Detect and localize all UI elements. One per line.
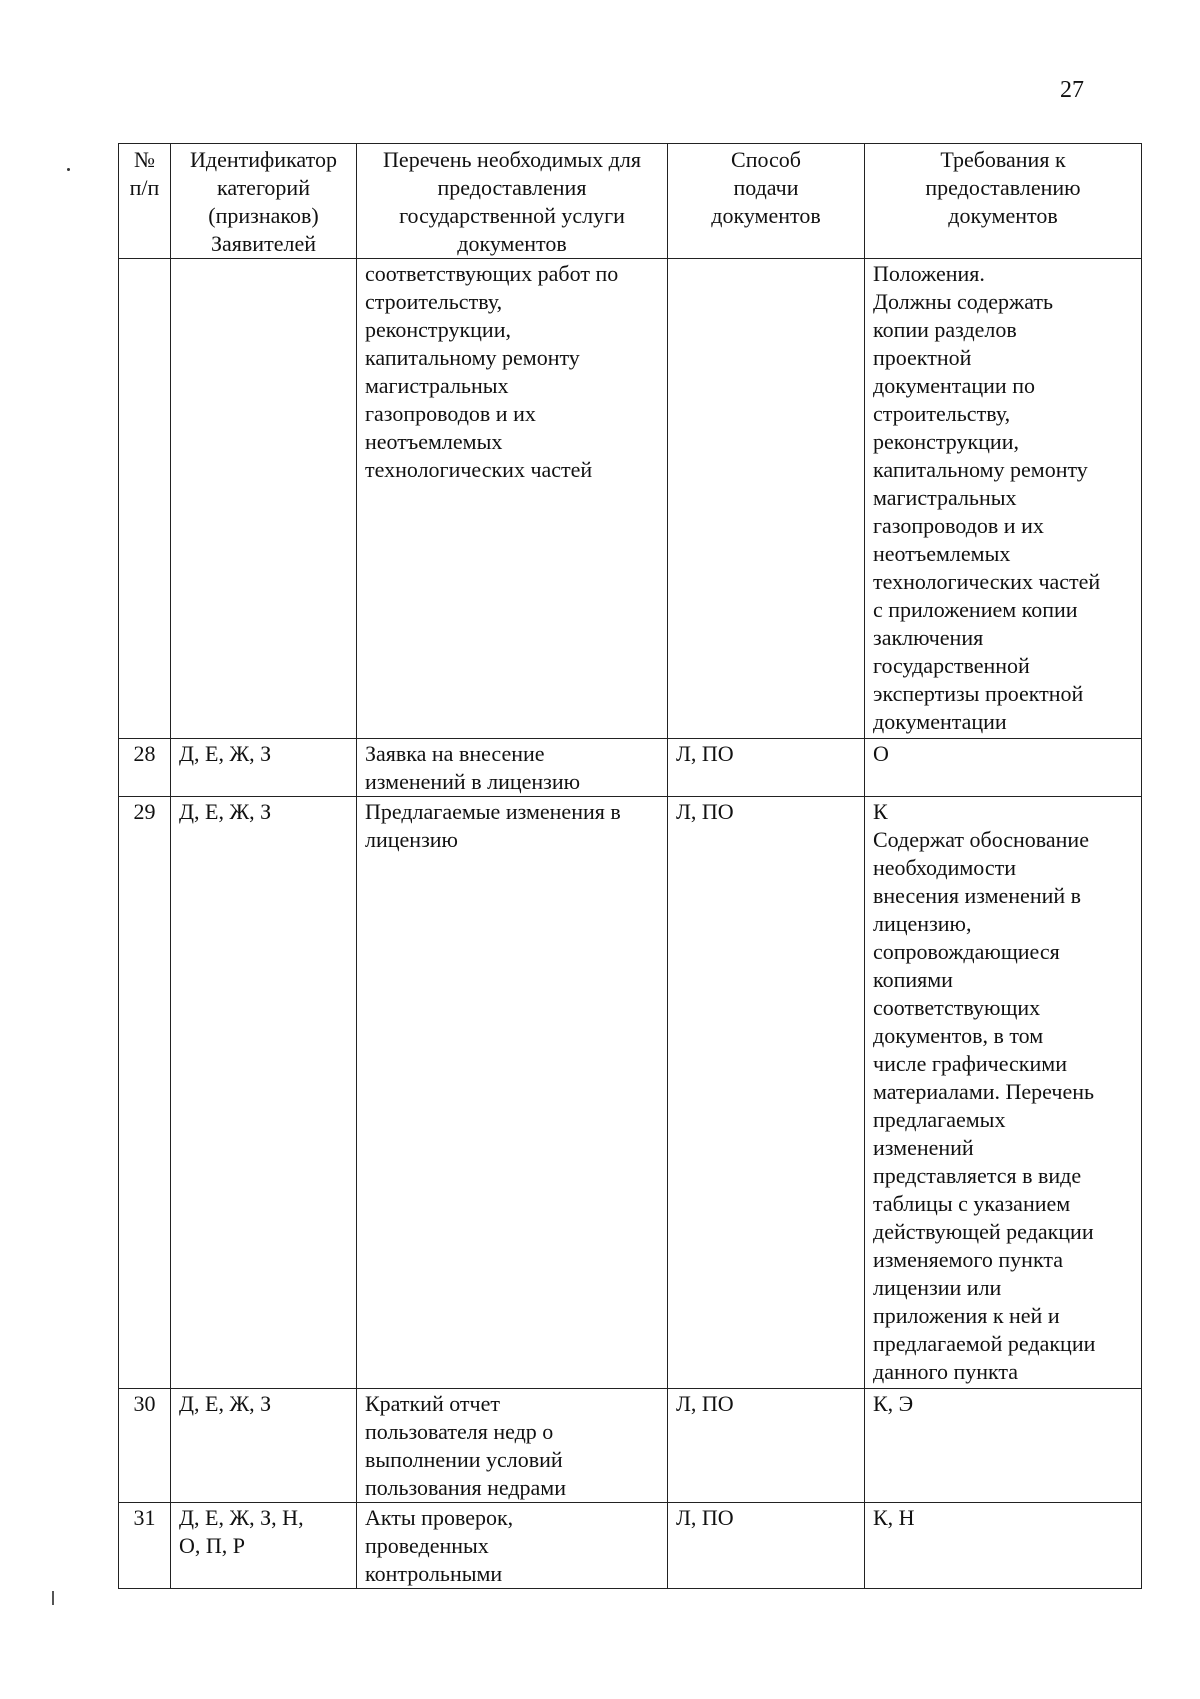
cell-number: 30 [119, 1389, 171, 1503]
header-categories: Идентификатор категорий (признаков) Заявителей [171, 144, 357, 259]
header-number: № п/п [119, 144, 171, 259]
cell-categories: Д, Е, Ж, З [171, 797, 357, 1389]
cell-number: 28 [119, 739, 171, 797]
cell-categories [171, 259, 357, 739]
cell-method: Л, ПО [668, 1389, 865, 1503]
cell-categories: Д, Е, Ж, З, Н, О, П, Р [171, 1503, 357, 1589]
cell-documents: Предлагаемые изменения в лицензию [357, 797, 668, 1389]
header-method: Способ подачи документов [668, 144, 865, 259]
cell-requirements: К, Э [865, 1389, 1142, 1503]
cell-number: 31 [119, 1503, 171, 1589]
scan-speck [52, 1591, 54, 1605]
cell-method: Л, ПО [668, 797, 865, 1389]
cell-number [119, 259, 171, 739]
cell-requirements: К, Н [865, 1503, 1142, 1589]
page-number: 27 [1060, 77, 1084, 103]
cell-requirements: К Содержат обоснование необходимости внесения изменений в лицензию, сопровождающиеся копиями соответствующих документов, в том числе графическими материалами. Перечень предлагаемых изменений представляется в виде таблицы с указанием действующей редакции изменяемого пункта лицензии или приложения к ней и предлагаемой редакции данного пункта [865, 797, 1142, 1389]
header-requirements: Требования к предоставлению документов [865, 144, 1142, 259]
cell-categories: Д, Е, Ж, З [171, 1389, 357, 1503]
cell-documents: Заявка на внесение изменений в лицензию [357, 739, 668, 797]
requirements-table [118, 143, 1142, 1589]
cell-categories: Д, Е, Ж, З [171, 739, 357, 797]
cell-requirements: Положения. Должны содержать копии разделов проектной документации по строительству, реконструкции, капитальному ремонту магистральных газопроводов и их неотъемлемых технологических частей с приложением копии заключения государственной экспертизы проектной документации [865, 259, 1142, 739]
cell-documents: Краткий отчет пользователя недр о выполнении условий пользования недрами [357, 1389, 668, 1503]
table-row [119, 739, 1142, 797]
cell-number: 29 [119, 797, 171, 1389]
table-row [119, 797, 1142, 1389]
cell-method: Л, ПО [668, 739, 865, 797]
cell-method [668, 259, 865, 739]
cell-documents: Акты проверок, проведенных контрольными [357, 1503, 668, 1589]
table-header-row [119, 144, 1142, 259]
cell-requirements: О [865, 739, 1142, 797]
cell-documents: соответствующих работ по строительству, реконструкции, капитальному ремонту магистральных газопроводов и их неотъемлемых технологических частей [357, 259, 668, 739]
table-row [119, 1389, 1142, 1503]
header-documents: Перечень необходимых для предоставления государственной услуги документов [357, 144, 668, 259]
cell-method: Л, ПО [668, 1503, 865, 1589]
table-row-continuation [119, 259, 1142, 739]
table-row [119, 1503, 1142, 1589]
scan-speck [67, 168, 70, 171]
